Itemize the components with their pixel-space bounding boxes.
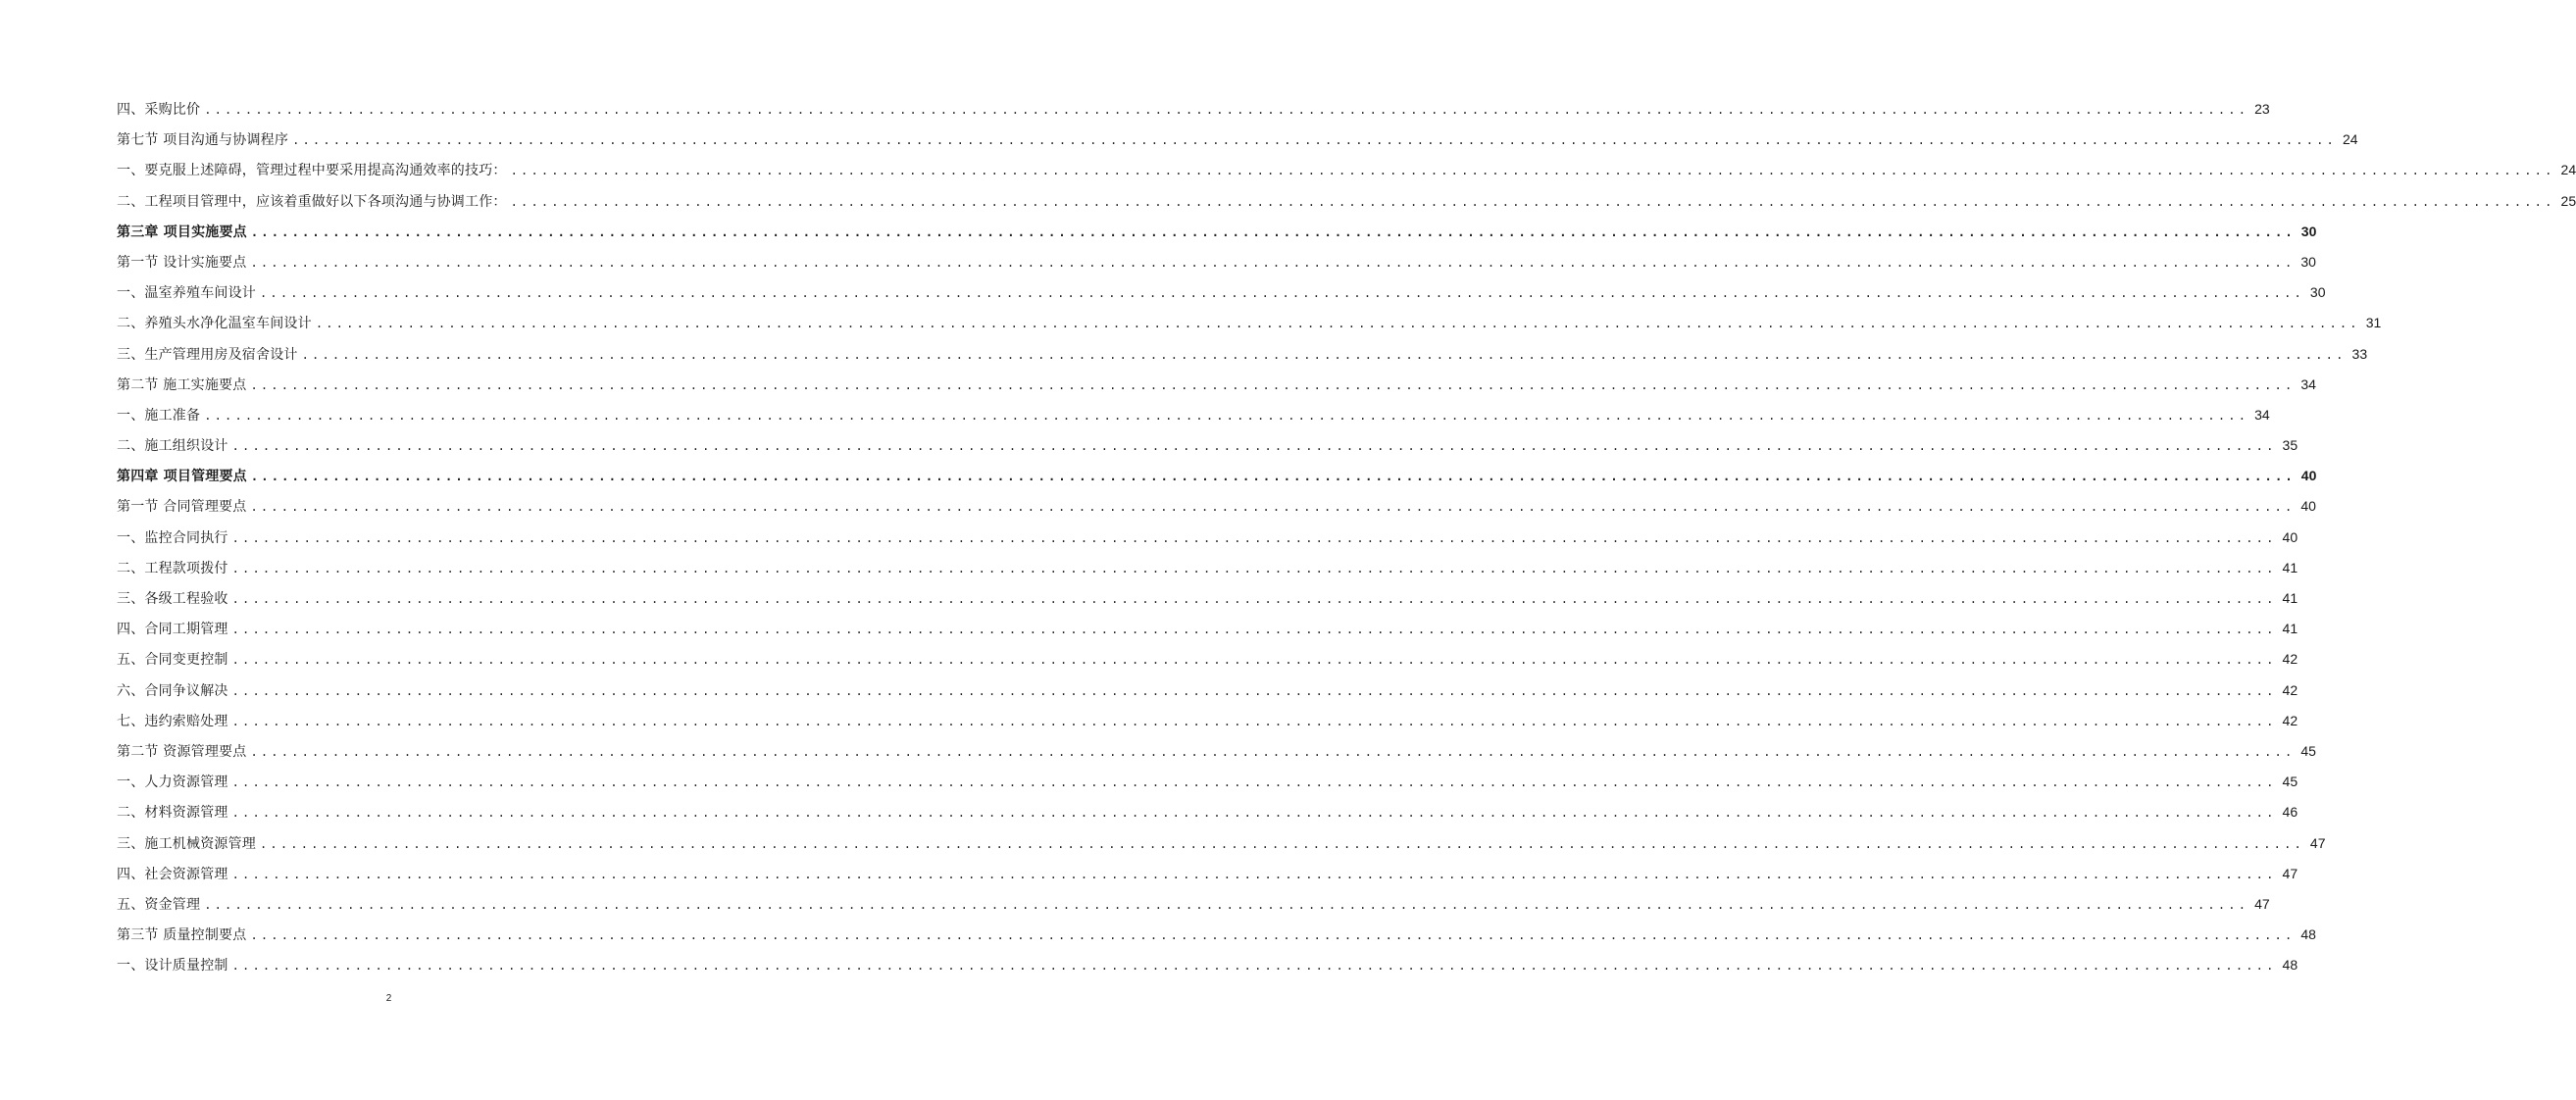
toc-leader-dots: ........................................................................................................................................................................................................ xyxy=(250,255,2296,270)
toc-leader-dots: ........................................................................................................................................................................................................ xyxy=(231,592,2277,606)
toc-entry-page-number: 25 xyxy=(2560,192,2576,209)
toc-entry-title: 六、合同争议解决 xyxy=(117,682,228,699)
toc-chapter-entry[interactable] xyxy=(117,217,2317,247)
toc-leader-dots: ........................................................................................................................................................................................................ xyxy=(231,714,2277,728)
toc-entry-page-number: 47 xyxy=(2309,834,2326,851)
toc-leader-dots: ........................................................................................................................................................................................................ xyxy=(231,561,2277,575)
toc-entry[interactable] xyxy=(117,491,2316,522)
toc-entry-page-number: 42 xyxy=(2282,681,2298,698)
toc-entry-title: 二、工程款项拨付 xyxy=(117,560,228,576)
toc-leader-dots: ........................................................................................................................................................................................................ xyxy=(301,347,2347,362)
toc-entry-page-number: 48 xyxy=(2300,926,2316,943)
toc-entry[interactable] xyxy=(117,950,2298,980)
toc-entry-page-number: 42 xyxy=(2282,651,2298,668)
toc-entry-page-number: 45 xyxy=(2300,742,2316,759)
toc-leader-dots: ........................................................................................................................................................................................................ xyxy=(231,683,2277,698)
toc-entry-title: 第七节 项目沟通与协调程序 xyxy=(117,132,289,149)
toc-leader-dots: ........................................................................................................................................................................................................ xyxy=(231,530,2277,545)
toc-entry[interactable] xyxy=(117,736,2316,767)
toc-leader-dots: ........................................................................................................................................................................................................ xyxy=(292,133,2337,148)
toc-entry-title: 第三节 质量控制要点 xyxy=(117,927,247,944)
toc-entry-title: 一、温室养殖车间设计 xyxy=(117,285,256,302)
toc-entry-title: 七、违约索赔处理 xyxy=(117,713,228,729)
toc-entry-title: 第二节 资源管理要点 xyxy=(117,743,247,760)
toc-leader-dots: ........................................................................................................................................................................................................ xyxy=(231,867,2277,881)
toc-entry[interactable] xyxy=(117,155,2576,185)
toc-entry-page-number: 45 xyxy=(2282,774,2298,790)
toc-entry-page-number: 30 xyxy=(2309,284,2326,301)
toc-entry[interactable] xyxy=(117,644,2298,675)
toc-entry-title: 第一节 合同管理要点 xyxy=(117,499,247,516)
toc-entry-page-number: 40 xyxy=(2300,498,2316,515)
toc-entry[interactable] xyxy=(117,125,2358,155)
toc-entry-title: 一、施工准备 xyxy=(117,407,201,424)
toc-entry-title: 第三章 项目实施要点 xyxy=(117,224,247,240)
toc-entry[interactable] xyxy=(117,523,2298,553)
toc-entry-title: 四、合同工期管理 xyxy=(117,622,228,638)
toc-entry[interactable] xyxy=(117,614,2298,644)
toc-entry-page-number: 24 xyxy=(2342,131,2358,148)
toc-entry-page-number: 48 xyxy=(2282,957,2298,974)
toc-entry-page-number: 42 xyxy=(2282,712,2298,728)
toc-entry[interactable] xyxy=(117,859,2298,889)
toc-entry[interactable] xyxy=(117,706,2298,736)
toc-leader-dots: ........................................................................................................................................................................................................ xyxy=(250,377,2296,392)
toc-entry-page-number: 23 xyxy=(2254,101,2270,117)
toc-entry[interactable] xyxy=(117,308,2382,338)
toc-leader-dots: ........................................................................................................................................................................................................ xyxy=(231,623,2277,637)
toc-entry-title: 三、生产管理用房及宿舍设计 xyxy=(117,346,298,363)
toc-entry-title: 三、各级工程验收 xyxy=(117,591,228,607)
toc-entry[interactable] xyxy=(117,247,2316,277)
toc-entry[interactable] xyxy=(117,186,2576,217)
toc-entry[interactable] xyxy=(117,553,2298,583)
toc-entry-title: 二、工程项目管理中，应该着重做好以下各项沟通与协调工作： xyxy=(117,193,507,210)
toc-entry-page-number: 34 xyxy=(2254,406,2270,423)
toc-entry-page-number: 30 xyxy=(2300,253,2316,270)
toc-leader-dots: ........................................................................................................................................................................................................ xyxy=(231,959,2277,974)
toc-entry[interactable] xyxy=(117,767,2298,797)
toc-entry[interactable] xyxy=(117,583,2298,614)
toc-entry-title: 第一节 设计实施要点 xyxy=(117,254,247,271)
toc-leader-dots: ........................................................................................................................................................................................................ xyxy=(510,164,2555,178)
toc-entry-page-number: 47 xyxy=(2254,895,2270,912)
toc-entry[interactable] xyxy=(117,889,2270,920)
toc-entry[interactable] xyxy=(117,675,2298,706)
toc-entry-page-number: 41 xyxy=(2282,590,2298,606)
toc-entry-title: 第四章 项目管理要点 xyxy=(117,469,247,485)
toc-leader-dots: ........................................................................................................................................................................................................ xyxy=(231,775,2277,790)
toc-entry-title: 二、材料资源管理 xyxy=(117,805,228,822)
toc-leader-dots: ........................................................................................................................................................................................................ xyxy=(260,836,2304,851)
toc-entry-page-number: 33 xyxy=(2351,345,2368,362)
toc-entry-title: 四、社会资源管理 xyxy=(117,866,228,882)
toc-leader-dots: ........................................................................................................................................................................................................ xyxy=(204,103,2249,117)
toc-leader-dots: ........................................................................................................................................................................................................ xyxy=(250,928,2296,943)
toc-entry[interactable] xyxy=(117,400,2270,430)
toc-entry-page-number: 41 xyxy=(2282,621,2298,637)
toc-entry[interactable] xyxy=(117,94,2270,125)
toc-entry-title: 一、人力资源管理 xyxy=(117,775,228,791)
toc-entry-title: 四、采购比价 xyxy=(117,102,201,118)
toc-entry[interactable] xyxy=(117,920,2316,950)
toc-leader-dots: ........................................................................................................................................................................................................ xyxy=(250,500,2296,515)
toc-entry[interactable] xyxy=(117,339,2368,370)
toc-leader-dots: ........................................................................................................................................................................................................ xyxy=(260,286,2304,301)
toc-leader-dots: ........................................................................................................................................................................................................ xyxy=(204,408,2249,423)
toc-entry[interactable] xyxy=(117,430,2298,461)
toc-entry-title: 第二节 施工实施要点 xyxy=(117,376,247,393)
toc-entry-page-number: 40 xyxy=(2300,468,2317,484)
toc-leader-dots: ........................................................................................................................................................................................................ xyxy=(315,317,2360,331)
toc-entry[interactable] xyxy=(117,797,2298,827)
toc-leader-dots: ........................................................................................................................................................................................................ xyxy=(250,744,2296,759)
toc-leader-dots: ........................................................................................................................................................................................................ xyxy=(510,194,2555,209)
table-of-contents xyxy=(117,94,2576,980)
toc-entry-title: 一、要克服上述障碍，管理过程中要采用提高沟通效率的技巧： xyxy=(117,163,507,179)
toc-entry-page-number: 30 xyxy=(2300,223,2317,239)
toc-leader-dots: ........................................................................................................................................................................................................ xyxy=(231,653,2277,668)
toc-entry[interactable] xyxy=(117,277,2326,308)
toc-entry[interactable] xyxy=(117,370,2316,400)
toc-chapter-entry[interactable] xyxy=(117,461,2317,491)
page-number: 2 xyxy=(385,993,392,1004)
toc-entry-page-number: 41 xyxy=(2282,559,2298,575)
toc-leader-dots: ........................................................................................................................................................................................................ xyxy=(250,225,2296,239)
toc-entry-title: 二、施工组织设计 xyxy=(117,438,228,455)
toc-entry-title: 五、合同变更控制 xyxy=(117,652,228,669)
toc-entry-title: 一、设计质量控制 xyxy=(117,958,228,975)
toc-entry-title: 五、资金管理 xyxy=(117,896,201,913)
toc-entry-page-number: 31 xyxy=(2365,315,2382,331)
toc-entry[interactable] xyxy=(117,828,2326,859)
toc-leader-dots: ........................................................................................................................................................................................................ xyxy=(204,897,2249,912)
toc-entry-title: 二、养殖头水净化温室车间设计 xyxy=(117,316,312,332)
toc-entry-title: 一、监控合同执行 xyxy=(117,529,228,546)
toc-entry-page-number: 24 xyxy=(2560,162,2576,178)
toc-entry-page-number: 47 xyxy=(2282,865,2298,881)
toc-entry-page-number: 46 xyxy=(2282,804,2298,821)
toc-entry-page-number: 34 xyxy=(2300,375,2316,392)
toc-entry-title: 三、施工机械资源管理 xyxy=(117,835,256,852)
toc-leader-dots: ........................................................................................................................................................................................................ xyxy=(250,470,2296,484)
toc-entry-page-number: 40 xyxy=(2282,528,2298,545)
toc-leader-dots: ........................................................................................................................................................................................................ xyxy=(231,439,2277,454)
toc-leader-dots: ........................................................................................................................................................................................................ xyxy=(231,806,2277,821)
toc-entry-page-number: 35 xyxy=(2282,437,2298,454)
